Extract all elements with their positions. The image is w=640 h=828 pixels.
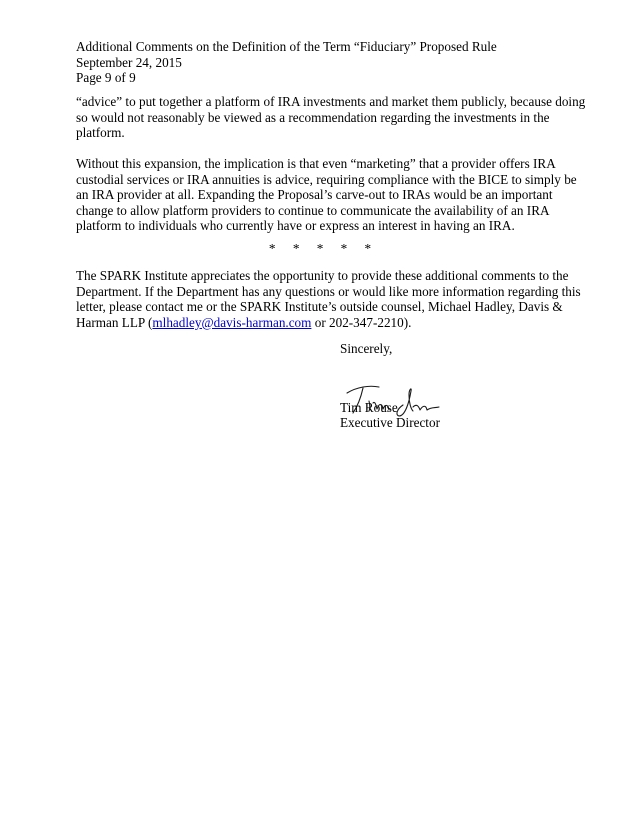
paragraph-line: Department. If the Department has any questions or would like more information regarding this xyxy=(76,283,581,299)
paragraph-line: platform to individuals who currently have or express an interest in having an IRA. xyxy=(76,218,515,234)
signatory-name: Tim Rouse xyxy=(340,400,398,415)
separator-star: * xyxy=(364,241,372,256)
page-header xyxy=(76,39,576,86)
paragraph-line: change to allow platform providers to continue to communicate the availability of an IRA xyxy=(76,202,550,218)
paragraph-line: “advice” to put together a platform of IRA investments and market them publicly, because doing xyxy=(76,94,586,109)
paragraph-line: The SPARK Institute appreciates the opportunity to provide these additional comments to the xyxy=(76,268,569,283)
paragraph-line: custodial services or IRA annuities is advice, requiring compliance with the BICE to simply be xyxy=(76,171,577,187)
separator-star: * xyxy=(340,241,348,256)
signatory-title: Executive Director xyxy=(340,415,440,430)
paragraph-line: so would not reasonably be viewed as a recommendation regarding the investments in the xyxy=(76,109,550,125)
paragraph-advice-platform xyxy=(76,94,586,141)
paragraph-line xyxy=(76,315,576,331)
contact-prefix: Harman LLP ( xyxy=(76,314,153,330)
paragraph-expansion xyxy=(76,156,576,234)
paragraph-line: Without this expansion, the implication is that even “marketing” that a provider offers IRA xyxy=(76,156,556,171)
section-separator xyxy=(0,241,640,257)
paragraph-line: letter, please contact me or the SPARK Institute’s outside counsel, Michael Hadley, Davis & xyxy=(76,299,563,315)
contact-suffix: or 202-347-2210). xyxy=(311,314,412,330)
paragraph-closing-remarks xyxy=(76,268,581,330)
paragraph-line: platform. xyxy=(76,125,125,141)
header-page-number: Page 9 of 9 xyxy=(76,70,136,86)
salutation: Sincerely, xyxy=(340,341,393,356)
separator-star: * xyxy=(268,241,276,256)
header-subject: Additional Comments on the Definition of the Term “Fiduciary” Proposed Rule xyxy=(76,39,497,54)
separator-star: * xyxy=(316,241,324,256)
header-date: September 24, 2015 xyxy=(76,54,182,70)
paragraph-line: an IRA provider at all. Expanding the Proposal’s carve-out to IRAs would be an important xyxy=(76,187,553,203)
separator-star: * xyxy=(292,241,300,256)
email-link[interactable]: mlhadley@davis-harman.com xyxy=(152,314,312,330)
